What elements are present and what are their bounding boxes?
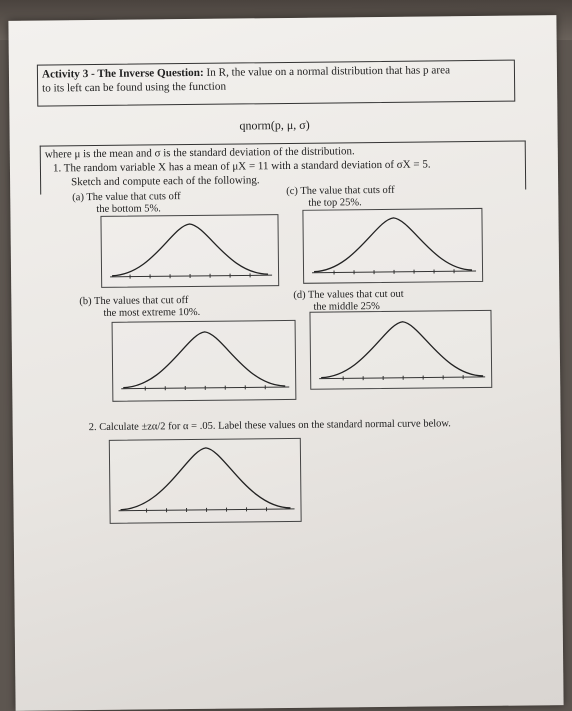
normal-curve-a — [101, 215, 278, 287]
intro-box — [37, 60, 515, 107]
question-box — [40, 140, 526, 194]
activity-title: Activity 3 - The Inverse Question: — [42, 67, 204, 81]
standard-normal-curve — [110, 439, 301, 523]
definition-text: where μ is the mean and σ is the standard deviation of the distribution. — [45, 143, 521, 162]
part-c-line-1: (c) The value that cuts off — [286, 185, 394, 198]
part-c-label — [286, 185, 395, 210]
question-2-text: 2. Calculate ±zα/2 for α = .05. Label these values on the standard normal curve below. — [89, 418, 451, 433]
part-c-line-2: the top 25%. — [308, 197, 394, 210]
part-b-label — [79, 295, 200, 320]
part-d-line-2: the middle 25% — [313, 301, 403, 314]
sketch-area-q2[interactable] — [109, 438, 302, 524]
sketch-area-d[interactable] — [309, 310, 492, 390]
normal-curve-b — [113, 321, 296, 401]
sketch-area-a[interactable] — [100, 214, 279, 288]
worksheet-page — [8, 15, 563, 711]
intro-text: In R, the value on a normal distribution that has p area — [204, 64, 450, 79]
part-a-line-2: the bottom 5%. — [96, 203, 180, 216]
part-a-label — [72, 191, 181, 216]
question-1-text: 1. The random variable X has a mean of μX = 11 with a standard deviation of σX = 5. — [53, 157, 521, 176]
sketch-area-c[interactable] — [302, 208, 483, 284]
intro-line-2: to its left can be found using the function — [42, 77, 510, 96]
normal-curve-c — [303, 209, 482, 283]
part-d-line-1: (d) The values that cut out — [293, 289, 403, 302]
qnorm-formula: qnorm(p, μ, σ) — [239, 118, 309, 134]
normal-curve-d — [310, 311, 491, 389]
part-b-line-2: the most extreme 10%. — [103, 307, 200, 320]
sketch-area-b[interactable] — [112, 320, 297, 402]
question-1-instruction: Sketch and compute each of the following. — [71, 171, 521, 190]
part-a-line-1: (a) The value that cuts off — [72, 191, 180, 204]
part-b-line-1: (b) The values that cut off — [79, 295, 200, 308]
